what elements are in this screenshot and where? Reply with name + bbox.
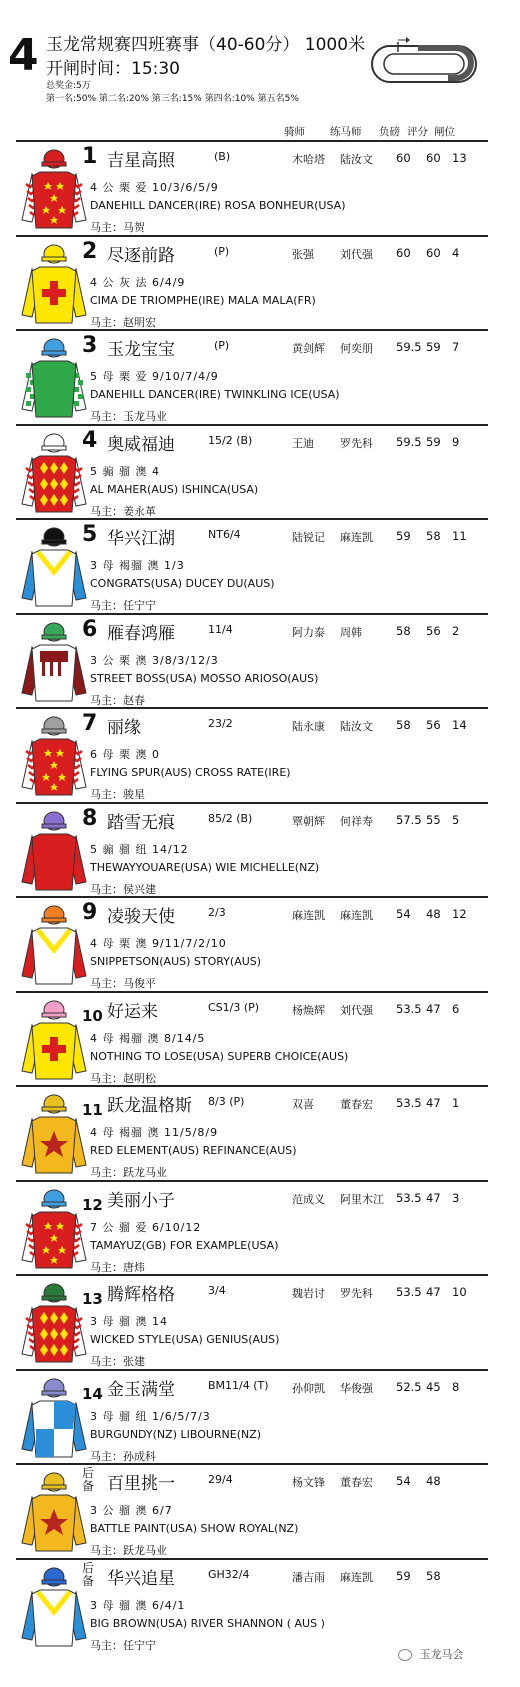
horse-pedigree: TAMAYUZ(GB) FOR EXAMPLE(USA) <box>90 1238 279 1252</box>
runner-number: 1 <box>82 144 98 169</box>
horse-info: 4 母 栗 澳 9/11/7/2/10 <box>90 937 227 950</box>
runner-row <box>16 1085 488 1182</box>
jockey-silks-icon <box>18 904 90 988</box>
odds-gear: BM11/4 (T) <box>208 1378 269 1392</box>
odds-gear: 3/4 <box>208 1284 226 1297</box>
weight-value: 53.5 <box>396 1001 422 1016</box>
runner-row <box>16 235 488 332</box>
gate-value: 4 <box>452 245 460 260</box>
weight-value: 59.5 <box>396 340 422 354</box>
runner-number: 11 <box>82 1101 103 1119</box>
horse-owner: 马主：唐炜 <box>90 1260 145 1274</box>
jockey-name: 双喜 <box>292 1098 314 1111</box>
trainer-name: 刘代强 <box>340 1003 373 1017</box>
gate-value: 3 <box>452 1190 460 1205</box>
weight-value: 52.5 <box>396 1379 422 1394</box>
horse-name: 华兴江湖 <box>107 529 175 549</box>
jockey-silks-icon <box>18 810 90 894</box>
track-map-icon <box>368 36 478 92</box>
trainer-name: 董春宏 <box>340 1098 373 1111</box>
weight-value: 54 <box>396 1474 411 1488</box>
runner-row <box>16 1274 488 1371</box>
horse-pedigree: BURGUNDY(NZ) LIBOURNE(NZ) <box>90 1427 262 1441</box>
runner-row <box>16 1558 488 1655</box>
horse-pedigree: STREET BOSS(USA) MOSSO ARIOSO(AUS) <box>90 671 319 685</box>
horse-name: 金玉满堂 <box>107 1379 175 1400</box>
trainer-name: 麻连凯 <box>340 531 373 544</box>
horse-name: 华兴追星 <box>107 1568 175 1589</box>
race-title: 玉龙常规赛四班赛事（40-60分） 1000米 <box>46 35 366 55</box>
horse-info: 3 母 骝 澳 6/4/1 <box>90 1598 186 1612</box>
wechat-icon <box>398 1649 412 1661</box>
gate-value: 6 <box>452 1001 460 1016</box>
jockey-name: 麻连凯 <box>292 909 325 922</box>
horse-owner: 马主：孙成科 <box>90 1449 156 1463</box>
weight-value: 59 <box>396 529 411 543</box>
runner-number: 2 <box>82 238 98 264</box>
runner-row <box>16 140 488 237</box>
odds-gear: NT6/4 <box>208 528 241 541</box>
prize-total: 总奖金:5万 <box>46 81 91 91</box>
horse-name: 腾辉格格 <box>107 1285 175 1305</box>
gate-value: 9 <box>452 434 460 449</box>
horse-owner: 马主：任宁宁 <box>90 1638 156 1652</box>
horse-info: 6 母 栗 澳 0 <box>90 748 160 761</box>
jockey-name: 陆永康 <box>292 720 325 733</box>
score-value: 59 <box>426 340 441 354</box>
jockey-silks-icon <box>18 526 90 610</box>
runner-row <box>16 802 488 899</box>
horse-pedigree: BIG BROWN(USA) RIVER SHANNON ( AUS ) <box>90 1616 325 1630</box>
runner-row <box>16 1369 488 1466</box>
jockey-name: 王迪 <box>292 436 314 450</box>
score-value: 55 <box>426 812 441 827</box>
odds-gear: (P) <box>214 339 230 352</box>
score-value: 59 <box>426 434 441 449</box>
horse-owner: 马主：玉龙马业 <box>90 410 167 423</box>
jockey-name: 潘吉雨 <box>292 1570 325 1584</box>
jockey-silks-icon <box>18 715 90 799</box>
horse-name: 雁春鸿雁 <box>107 623 175 644</box>
runner-row <box>16 424 488 521</box>
horse-owner: 马主：张建 <box>90 1355 145 1368</box>
horse-owner: 马主：骏星 <box>90 788 145 801</box>
jockey-silks-icon <box>18 1188 90 1272</box>
horse-info: 5 骟 骝 澳 4 <box>90 464 160 478</box>
col-score: 评分 <box>407 126 428 138</box>
weight-value: 60 <box>396 151 411 165</box>
jockey-name: 张强 <box>292 247 314 261</box>
runner-row <box>16 896 488 993</box>
score-value: 48 <box>426 1474 441 1488</box>
horse-pedigree: RED ELEMENT(AUS) REFINANCE(AUS) <box>90 1144 297 1157</box>
horse-pedigree: CIMA DE TRIOMPHE(IRE) MALA MALA(FR) <box>90 293 316 307</box>
score-value: 47 <box>426 1285 441 1299</box>
gate-value: 13 <box>452 151 467 165</box>
race-number: 4 <box>8 30 39 81</box>
horse-pedigree: DANEHILL DANCER(IRE) TWINKLING ICE(USA) <box>90 388 340 401</box>
horse-info: 4 公 灰 法 6/4/9 <box>90 275 186 289</box>
footer-brand <box>398 1646 464 1662</box>
weight-value: 57.5 <box>396 812 422 827</box>
odds-gear: (B) <box>214 150 231 163</box>
odds-gear: 23/2 <box>208 717 233 730</box>
jockey-silks-icon <box>18 148 90 232</box>
gate-value: 1 <box>452 1096 460 1110</box>
weight-value: 58 <box>396 623 411 638</box>
jockey-name: 阿力泰 <box>292 625 325 639</box>
horse-pedigree: NOTHING TO LOSE(USA) SUPERB CHOICE(AUS) <box>90 1049 349 1063</box>
race-time: 开闸时间：15:30 <box>46 59 180 79</box>
horse-pedigree: WICKED STYLE(USA) GENIUS(AUS) <box>90 1333 280 1346</box>
runner-row <box>16 1180 488 1277</box>
trainer-name: 华俊强 <box>340 1381 373 1395</box>
horse-name: 丽缘 <box>107 718 141 738</box>
horse-name: 玉龙宝宝 <box>107 340 175 360</box>
gate-value: 2 <box>452 623 460 638</box>
horse-owner: 马主：马贺 <box>90 221 145 234</box>
jockey-silks-icon <box>18 337 90 421</box>
odds-gear: 15/2 (B) <box>208 433 253 447</box>
odds-gear: (P) <box>214 244 230 258</box>
score-value: 47 <box>426 1190 441 1205</box>
horse-owner: 马主：姜永革 <box>90 504 156 518</box>
runner-number: 8 <box>82 805 98 831</box>
runner-row <box>16 707 488 804</box>
weight-value: 59.5 <box>396 434 422 449</box>
trainer-name: 陆汝文 <box>340 153 373 166</box>
horse-name: 美丽小子 <box>107 1190 175 1211</box>
score-value: 60 <box>426 245 441 260</box>
score-value: 45 <box>426 1379 441 1394</box>
horse-info: 3 母 骝 澳 14 <box>90 1315 168 1328</box>
score-value: 56 <box>426 623 441 638</box>
weight-value: 54 <box>396 907 411 921</box>
race-header <box>0 0 520 140</box>
gate-value: 12 <box>452 907 467 921</box>
horse-info: 4 公 栗 爱 10/3/6/5/9 <box>90 181 219 194</box>
jockey-silks-icon <box>18 432 90 516</box>
horse-name: 尽逐前路 <box>107 245 175 266</box>
runner-number: 13 <box>82 1290 103 1308</box>
horse-info: 5 骟 骝 纽 14/12 <box>90 842 189 856</box>
col-gate: 闸位 <box>434 126 455 138</box>
weight-value: 60 <box>396 245 411 260</box>
odds-gear: 29/4 <box>208 1473 233 1486</box>
jockey-name: 杨焕辉 <box>292 1003 325 1017</box>
col-trainer: 练马师 <box>330 126 362 138</box>
horse-name: 好运来 <box>107 1001 158 1022</box>
trainer-name: 何奕朋 <box>340 342 373 355</box>
col-weight: 负磅 <box>379 126 400 138</box>
horse-owner: 马主：赵明宏 <box>90 315 156 329</box>
horse-pedigree: CONGRATS(USA) DUCEY DU(AUS) <box>90 577 275 590</box>
horse-pedigree: FLYING SPUR(AUS) CROSS RATE(IRE) <box>90 766 291 779</box>
reserve-label: 后备 <box>82 1466 95 1493</box>
runner-number: 7 <box>82 711 98 736</box>
runner-number: 14 <box>82 1384 103 1403</box>
score-value: 60 <box>426 151 441 165</box>
weight-value: 58 <box>396 718 411 732</box>
trainer-name: 陆汝文 <box>340 720 373 733</box>
trainer-name: 刘代强 <box>340 247 373 261</box>
score-value: 58 <box>426 529 441 543</box>
runner-row <box>16 613 488 710</box>
jockey-name: 杨文锋 <box>292 1476 325 1489</box>
runner-number: 10 <box>82 1006 103 1025</box>
odds-gear: 85/2 (B) <box>208 811 253 825</box>
horse-info: 3 公 栗 澳 3/8/3/12/3 <box>90 653 219 667</box>
horse-info: 7 公 骝 爱 6/10/12 <box>90 1220 202 1234</box>
horse-pedigree: BATTLE PAINT(USA) SHOW ROYAL(NZ) <box>90 1522 299 1535</box>
horse-pedigree: AL MAHER(AUS) ISHINCA(USA) <box>90 482 259 496</box>
horse-pedigree: SNIPPETSON(AUS) STORY(AUS) <box>90 955 262 968</box>
gate-value: 10 <box>452 1285 467 1299</box>
weight-value: 53.5 <box>396 1096 422 1110</box>
runner-number: 6 <box>82 616 98 642</box>
jockey-silks-icon <box>18 621 90 705</box>
horse-name: 吉星高照 <box>107 151 175 171</box>
prize-split: 第一名:50% 第二名:20% 第三名:15% 第四名:10% 第五名5% <box>46 94 299 104</box>
jockey-name: 覃朝辉 <box>292 814 325 828</box>
jockey-name: 范成义 <box>292 1192 325 1206</box>
runner-row <box>16 329 488 426</box>
jockey-name: 陆锐记 <box>292 531 325 544</box>
trainer-name: 阿里木江 <box>340 1192 384 1206</box>
score-value: 47 <box>426 1096 441 1110</box>
weight-value: 53.5 <box>396 1285 422 1299</box>
horse-name: 凌骏天使 <box>107 907 175 927</box>
col-jockey: 骑师 <box>284 126 305 138</box>
horse-info: 4 母 褐骝 澳 8/14/5 <box>90 1031 206 1045</box>
score-value: 47 <box>426 1001 441 1016</box>
weight-value: 59 <box>396 1568 411 1583</box>
gate-value: 8 <box>452 1379 460 1394</box>
trainer-name: 周韩 <box>340 625 362 639</box>
gate-value: 11 <box>452 529 467 543</box>
jockey-silks-icon <box>18 1377 90 1461</box>
trainer-name: 董春宏 <box>340 1476 373 1489</box>
jockey-silks-icon <box>18 1093 90 1177</box>
jockey-name: 魏岩讨 <box>292 1287 325 1300</box>
horse-info: 3 公 骝 澳 6/7 <box>90 1504 173 1517</box>
odds-gear: 11/4 <box>208 622 233 636</box>
horse-owner: 马主：跃龙马业 <box>90 1166 167 1179</box>
runner-row <box>16 991 488 1088</box>
runner-number: 12 <box>82 1195 103 1214</box>
trainer-name: 麻连凯 <box>340 1570 373 1584</box>
horse-pedigree: THEWAYYOUARE(USA) WIE MICHELLE(NZ) <box>90 860 320 874</box>
horse-name: 百里挑一 <box>107 1474 175 1494</box>
horse-name: 奥威福迪 <box>107 434 175 455</box>
runner-number: 9 <box>82 900 98 925</box>
gate-value: 5 <box>452 812 460 827</box>
jockey-silks-icon <box>18 999 90 1083</box>
weight-value: 53.5 <box>396 1190 422 1205</box>
runner-row <box>16 518 488 615</box>
gate-value: 14 <box>452 718 467 732</box>
jockey-silks-icon <box>18 1471 90 1555</box>
jockey-name: 孙仰凯 <box>292 1381 325 1395</box>
horse-info: 3 母 骝 纽 1/6/5/7/3 <box>90 1409 211 1423</box>
reserve-label: 后备 <box>82 1560 95 1588</box>
horse-owner: 马主：侯兴建 <box>90 882 156 896</box>
odds-gear: 8/3 (P) <box>208 1095 245 1108</box>
odds-gear: GH32/4 <box>208 1567 250 1581</box>
horse-info: 3 母 褐骝 澳 1/3 <box>90 559 185 572</box>
jockey-silks-icon <box>18 243 90 327</box>
horse-info: 4 母 褐骝 澳 11/5/8/9 <box>90 1126 219 1139</box>
horse-name: 跃龙温格斯 <box>107 1096 192 1116</box>
horse-owner: 马主：马俊平 <box>90 977 156 990</box>
horse-pedigree: DANEHILL DANCER(IRE) ROSA BONHEUR(USA) <box>90 199 346 212</box>
score-value: 56 <box>426 718 441 732</box>
trainer-name: 麻连凯 <box>340 909 373 922</box>
horse-owner: 马主：赵春 <box>90 693 145 707</box>
runner-number: 5 <box>82 522 98 547</box>
runner-number: 3 <box>82 333 98 358</box>
trainer-name: 罗先科 <box>340 436 373 450</box>
jockey-silks-icon <box>18 1566 90 1650</box>
odds-gear: 2/3 <box>208 906 226 919</box>
horse-owner: 马主：跃龙马业 <box>90 1544 167 1557</box>
trainer-name: 罗先科 <box>340 1287 373 1300</box>
odds-gear: CS1/3 (P) <box>208 1000 260 1014</box>
jockey-name: 黄剑辉 <box>292 342 325 355</box>
trainer-name: 何祥寿 <box>340 814 373 828</box>
jockey-silks-icon <box>18 1282 90 1366</box>
horse-owner: 马主：任宁宁 <box>90 599 156 612</box>
jockey-name: 木哈塔 <box>292 153 325 166</box>
gate-value: 7 <box>452 340 460 354</box>
score-value: 58 <box>426 1568 441 1583</box>
horse-owner: 马主：赵明松 <box>90 1071 156 1085</box>
horse-name: 踏雪无痕 <box>107 812 175 833</box>
runner-row <box>16 1463 488 1560</box>
runner-number: 4 <box>82 427 98 453</box>
footer-text: 玉龙马会 <box>419 1648 464 1661</box>
score-value: 48 <box>426 907 441 921</box>
horse-info: 5 母 栗 爱 9/10/7/4/9 <box>90 370 219 383</box>
